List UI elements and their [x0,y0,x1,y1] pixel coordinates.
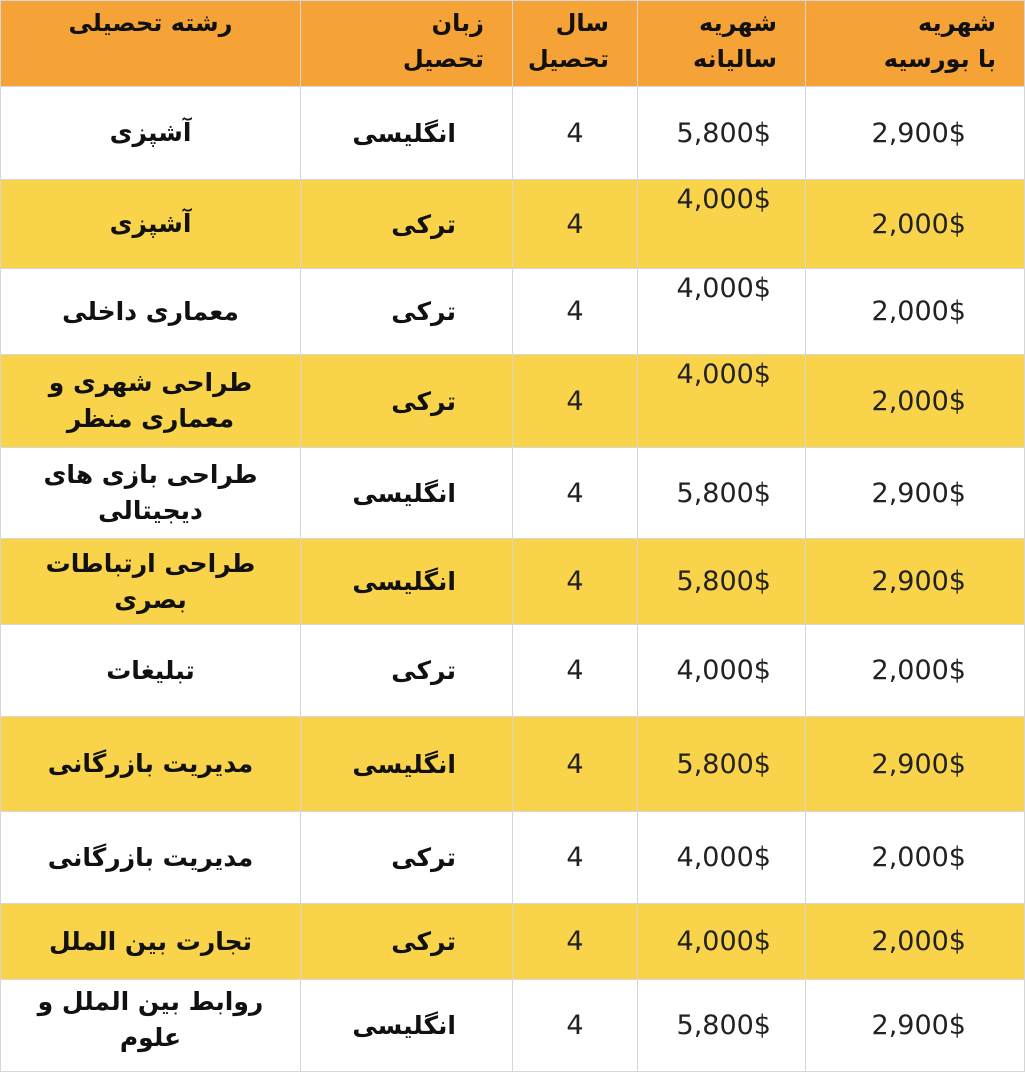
cell-years: 4 [513,904,638,980]
cell-years: 4 [513,180,638,269]
header-years: سال تحصیل [513,1,638,87]
table-row [1,539,1025,625]
cell-scholarship-fee: 2,900$ [806,717,1025,812]
cell-years: 4 [513,269,638,355]
cell-language: ترکی [301,625,513,717]
cell-discipline: آشپزی [1,87,301,180]
cell-annual-fee: 5,800$ [638,980,806,1072]
cell-scholarship-fee: 2,000$ [806,180,1025,269]
table-row [1,269,1025,355]
cell-discipline: مدیریت بازرگانی [1,717,301,812]
cell-language: انگلیسی [301,87,513,180]
cell-discipline: مدیریت بازرگانی [1,812,301,904]
cell-annual-fee: 5,800$ [638,539,806,625]
cell-language: ترکی [301,269,513,355]
table-row [1,904,1025,980]
cell-years: 4 [513,539,638,625]
header-annual-fee: شهریه سالیانه [638,1,806,87]
table-header-row [1,1,1025,87]
header-language: زبان تحصیل [301,1,513,87]
table-row [1,980,1025,1072]
cell-annual-fee: 5,800$ [638,717,806,812]
cell-annual-fee: 4,000$ [638,812,806,904]
cell-discipline: روابط بین الملل و علوم [1,980,301,1072]
cell-annual-fee: 5,800$ [638,448,806,539]
cell-years: 4 [513,812,638,904]
cell-scholarship-fee: 2,000$ [806,625,1025,717]
cell-annual-fee: 4,000$ [638,904,806,980]
cell-years: 4 [513,355,638,448]
cell-scholarship-fee: 2,000$ [806,904,1025,980]
cell-discipline: طراحی بازی های دیجیتالی [1,448,301,539]
cell-scholarship-fee: 2,000$ [806,355,1025,448]
table-row [1,717,1025,812]
cell-scholarship-fee: 2,000$ [806,812,1025,904]
cell-language: انگلیسی [301,448,513,539]
cell-discipline: طراحی ارتباطات بصری [1,539,301,625]
table-row [1,180,1025,269]
header-scholarship-fee: شهریه با بورسیه [806,1,1025,87]
cell-discipline: تبلیغات [1,625,301,717]
table-row [1,448,1025,539]
cell-annual-fee: 4,000$ [638,625,806,717]
cell-years: 4 [513,87,638,180]
cell-scholarship-fee: 2,900$ [806,448,1025,539]
cell-annual-fee: 4,000$ [638,355,806,448]
table-row [1,625,1025,717]
cell-language: ترکی [301,355,513,448]
cell-language: انگلیسی [301,717,513,812]
cell-annual-fee: 4,000$ [638,269,806,355]
table-row [1,355,1025,448]
cell-language: ترکی [301,180,513,269]
cell-scholarship-fee: 2,900$ [806,539,1025,625]
cell-years: 4 [513,448,638,539]
cell-discipline: طراحی شهری و معماری منظر [1,355,301,448]
cell-annual-fee: 5,800$ [638,87,806,180]
cell-language: انگلیسی [301,539,513,625]
cell-discipline: آشپزی [1,180,301,269]
cell-annual-fee: 4,000$ [638,180,806,269]
table-row [1,812,1025,904]
cell-years: 4 [513,717,638,812]
cell-scholarship-fee: 2,000$ [806,269,1025,355]
cell-scholarship-fee: 2,900$ [806,87,1025,180]
header-discipline: رشته تحصیلی [1,1,301,87]
cell-scholarship-fee: 2,900$ [806,980,1025,1072]
cell-years: 4 [513,980,638,1072]
cell-language: ترکی [301,904,513,980]
table-row [1,87,1025,180]
cell-discipline: تجارت بین الملل [1,904,301,980]
cell-language: انگلیسی [301,980,513,1072]
cell-language: ترکی [301,812,513,904]
cell-years: 4 [513,625,638,717]
cell-discipline: معماری داخلی [1,269,301,355]
